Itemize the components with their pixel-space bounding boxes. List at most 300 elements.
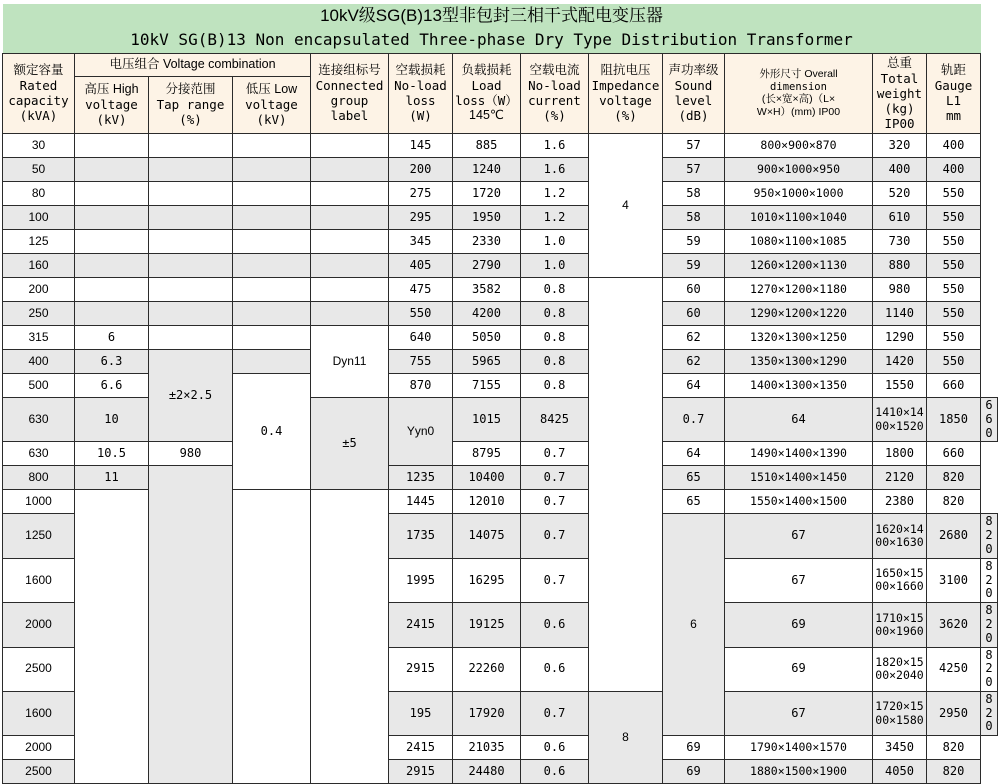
cell-load-loss: 4200 bbox=[453, 301, 521, 325]
header-overall-dimension-l3: (长×宽×高)（L× bbox=[761, 93, 836, 106]
cell-hv: 10.5 bbox=[75, 442, 149, 466]
spec-table bbox=[2, 4, 998, 784]
cell-group-blank bbox=[149, 466, 233, 784]
cell-no-load-current: 0.6 bbox=[521, 603, 589, 647]
cell-no-load-current: 0.8 bbox=[521, 349, 589, 373]
header-hv-voltage bbox=[75, 76, 149, 133]
cell-load-loss: 1240 bbox=[453, 157, 521, 181]
table-row bbox=[3, 133, 998, 157]
cell-no-load-current: 0.7 bbox=[521, 514, 589, 558]
page-title-cn: 10kV级SG(B)13型非包封三相干式配电变压器 bbox=[3, 4, 981, 29]
cell-lv-blank bbox=[311, 490, 389, 784]
header-rated-capacity-l1: 额定容量 bbox=[13, 63, 64, 78]
cell-sound: 67 bbox=[725, 514, 873, 558]
cell-no-load-current: 0.6 bbox=[521, 647, 589, 691]
header-voltage-combination: 电压组合 Voltage combination bbox=[75, 53, 311, 76]
cell-gauge: 820 bbox=[981, 514, 998, 558]
cell-weight: 320 bbox=[873, 133, 927, 157]
cell-dimension: 1490×1400×1390 bbox=[725, 442, 873, 466]
header-sound-level bbox=[663, 53, 725, 133]
table-row bbox=[3, 301, 998, 325]
cell-no-load-current: 0.8 bbox=[521, 325, 589, 349]
cell-gauge: 550 bbox=[927, 205, 981, 229]
cell-group-blank bbox=[311, 181, 389, 205]
cell-no-load-loss: 200 bbox=[389, 157, 453, 181]
cell-weight: 4050 bbox=[873, 760, 927, 784]
cell-gauge: 820 bbox=[981, 603, 998, 647]
cell-dimension: 1010×1100×1040 bbox=[725, 205, 873, 229]
cell-gauge: 550 bbox=[927, 277, 981, 301]
header-no-load-loss-l4: (W) bbox=[409, 108, 432, 124]
cell-load-loss: 21035 bbox=[453, 736, 521, 760]
cell-gauge: 660 bbox=[927, 442, 981, 466]
cell-load-loss: 17920 bbox=[453, 691, 521, 735]
cell-weight: 1800 bbox=[873, 442, 927, 466]
cell-no-load-loss: 1235 bbox=[389, 466, 453, 490]
cell-lv-blank bbox=[233, 181, 311, 205]
cell-group-blank bbox=[311, 277, 389, 301]
header-load-loss-l3: loss（W） bbox=[455, 93, 518, 109]
table-row bbox=[3, 229, 998, 253]
cell-capacity: 2000 bbox=[3, 603, 75, 647]
header-total-weight-l2: Total bbox=[880, 70, 919, 86]
header-group-label bbox=[311, 53, 389, 133]
cell-hv: 10 bbox=[75, 397, 149, 441]
cell-dimension: 1350×1300×1290 bbox=[725, 349, 873, 373]
cell-gauge: 820 bbox=[927, 760, 981, 784]
cell-hv-blank bbox=[75, 490, 149, 784]
cell-dimension: 1790×1400×1570 bbox=[725, 736, 873, 760]
cell-dimension: 1320×1300×1250 bbox=[725, 325, 873, 349]
cell-weight: 2680 bbox=[927, 514, 981, 558]
cell-lv-blank bbox=[233, 205, 311, 229]
cell-load-loss: 14075 bbox=[453, 514, 521, 558]
header-sound-level-l4: (dB) bbox=[678, 108, 709, 124]
cell-tap: ±2×2.5 bbox=[149, 349, 233, 441]
page-title-en: 10kV SG(B)13 Non encapsulated Three-phase Dry Type Distribution Transformer bbox=[3, 29, 981, 54]
header-no-load-current bbox=[521, 53, 589, 133]
cell-gauge: 820 bbox=[981, 647, 998, 691]
cell-lv-blank bbox=[233, 301, 311, 325]
cell-no-load-current: 1.0 bbox=[521, 253, 589, 277]
header-lv-voltage bbox=[233, 76, 311, 133]
header-group-label-l4: label bbox=[330, 108, 369, 124]
header-rated-capacity-l4: (kVA) bbox=[19, 108, 58, 124]
header-tap-l1: 分接范围 bbox=[165, 82, 216, 97]
cell-gauge: 550 bbox=[927, 181, 981, 205]
cell-no-load-loss: 640 bbox=[389, 325, 453, 349]
cell-no-load-loss: 870 bbox=[389, 373, 453, 397]
cell-load-loss: 2330 bbox=[453, 229, 521, 253]
cell-lv-blank bbox=[233, 157, 311, 181]
cell-weight: 4250 bbox=[927, 647, 981, 691]
cell-no-load-loss: 145 bbox=[389, 133, 453, 157]
header-overall-dimension-l1: 外形尺寸 Overall bbox=[759, 68, 838, 81]
cell-sound: 58 bbox=[663, 181, 725, 205]
header-lv-l1: 低压 Low bbox=[245, 82, 298, 97]
cell-hv: 6.6 bbox=[75, 373, 149, 397]
cell-weight: 2380 bbox=[873, 490, 927, 514]
header-impedance-voltage-l3: voltage bbox=[599, 93, 652, 109]
cell-gauge: 820 bbox=[927, 736, 981, 760]
cell-weight: 1420 bbox=[873, 349, 927, 373]
header-overall-dimension-l4: W×H）(mm) IP00 bbox=[756, 106, 841, 119]
header-no-load-current-l4: (%) bbox=[543, 108, 566, 124]
cell-impedance: 8 bbox=[589, 691, 663, 783]
cell-no-load-loss: 2915 bbox=[389, 760, 453, 784]
cell-weight: 2120 bbox=[873, 466, 927, 490]
cell-hv-blank bbox=[75, 253, 149, 277]
cell-dimension: 800×900×870 bbox=[725, 133, 873, 157]
cell-no-load-loss: 980 bbox=[149, 442, 233, 466]
cell-load-loss: 1950 bbox=[453, 205, 521, 229]
cell-no-load-current: 1.6 bbox=[521, 133, 589, 157]
cell-sound: 69 bbox=[725, 603, 873, 647]
cell-tap-blank bbox=[149, 181, 233, 205]
cell-no-load-loss: 2415 bbox=[389, 603, 453, 647]
cell-no-load-current: 0.7 bbox=[521, 558, 589, 602]
cell-no-load-loss: 2915 bbox=[389, 647, 453, 691]
header-impedance-voltage bbox=[589, 53, 663, 133]
header-no-load-loss-l1: 空载损耗 bbox=[395, 63, 446, 78]
cell-tap-blank bbox=[149, 325, 233, 349]
cell-weight: 730 bbox=[873, 229, 927, 253]
cell-gauge: 820 bbox=[927, 466, 981, 490]
cell-no-load-loss: 2415 bbox=[389, 736, 453, 760]
cell-gauge: 820 bbox=[927, 490, 981, 514]
cell-dimension: 1620×1400×1630 bbox=[873, 514, 927, 558]
cell-load-loss: 885 bbox=[453, 133, 521, 157]
cell-capacity: 200 bbox=[3, 277, 75, 301]
cell-gauge: 820 bbox=[981, 691, 998, 735]
cell-tap-blank bbox=[149, 157, 233, 181]
cell-load-loss: 8795 bbox=[453, 442, 521, 466]
cell-tap-blank bbox=[149, 205, 233, 229]
table-row bbox=[3, 277, 998, 301]
cell-group-blank bbox=[311, 301, 389, 325]
cell-no-load-loss: 275 bbox=[389, 181, 453, 205]
cell-dimension: 1720×1500×1580 bbox=[873, 691, 927, 735]
cell-capacity: 500 bbox=[3, 373, 75, 397]
table-row bbox=[3, 349, 998, 373]
cell-weight: 520 bbox=[873, 181, 927, 205]
header-total-weight-l4: (kg) bbox=[884, 100, 915, 116]
cell-sound: 57 bbox=[663, 157, 725, 181]
header-gauge-l2: Gauge bbox=[934, 78, 973, 94]
cell-dimension: 1290×1200×1220 bbox=[725, 301, 873, 325]
header-load-loss-l4: 145℃ bbox=[469, 108, 504, 123]
cell-weight: 1290 bbox=[873, 325, 927, 349]
header-group-label-l1: 连接组标号 bbox=[318, 63, 381, 78]
cell-capacity: 125 bbox=[3, 229, 75, 253]
header-lv-l3: (kV) bbox=[256, 112, 287, 128]
cell-sound: 69 bbox=[725, 647, 873, 691]
cell-sound: 60 bbox=[663, 277, 725, 301]
cell-dimension: 1880×1500×1900 bbox=[725, 760, 873, 784]
cell-tap-blank bbox=[149, 253, 233, 277]
cell-load-loss: 16295 bbox=[453, 558, 521, 602]
cell-tap-blank bbox=[149, 229, 233, 253]
header-total-weight-l1: 总重 bbox=[886, 55, 912, 70]
cell-dimension: 1710×1500×1960 bbox=[873, 603, 927, 647]
cell-sound: 59 bbox=[663, 229, 725, 253]
cell-sound: 64 bbox=[725, 397, 873, 441]
header-impedance-voltage-l1: 阻抗电压 bbox=[600, 63, 651, 78]
cell-capacity: 80 bbox=[3, 181, 75, 205]
cell-sound: 67 bbox=[725, 558, 873, 602]
cell-load-loss: 19125 bbox=[453, 603, 521, 647]
cell-sound: 62 bbox=[663, 325, 725, 349]
cell-tap-blank bbox=[149, 277, 233, 301]
cell-weight: 400 bbox=[873, 157, 927, 181]
header-load-loss-l1: 负载损耗 bbox=[461, 63, 512, 78]
cell-no-load-loss: 405 bbox=[389, 253, 453, 277]
header-impedance-voltage-l2: Impedance bbox=[591, 78, 660, 94]
cell-weight: 3620 bbox=[927, 603, 981, 647]
cell-no-load-current: 0.7 bbox=[663, 397, 725, 441]
header-lv-l2: voltage bbox=[245, 97, 298, 113]
cell-no-load-current: 0.7 bbox=[521, 490, 589, 514]
header-hv-l1: 高压 High bbox=[84, 82, 139, 97]
cell-lv-blank bbox=[233, 277, 311, 301]
cell-capacity: 315 bbox=[3, 325, 75, 349]
cell-no-load-current: 1.2 bbox=[521, 205, 589, 229]
title-row-cn bbox=[3, 4, 998, 29]
cell-group-blank bbox=[311, 133, 389, 157]
header-hv-l2: voltage bbox=[85, 97, 138, 113]
cell-load-loss: 24480 bbox=[453, 760, 521, 784]
cell-load-loss: 5965 bbox=[453, 349, 521, 373]
cell-load-loss: 3582 bbox=[453, 277, 521, 301]
cell-capacity: 30 bbox=[3, 133, 75, 157]
cell-group-blank bbox=[311, 157, 389, 181]
cell-capacity: 2500 bbox=[3, 760, 75, 784]
header-no-load-loss-l2: No-load bbox=[394, 78, 447, 94]
cell-dimension: 1510×1400×1450 bbox=[725, 466, 873, 490]
cell-no-load-loss: 1015 bbox=[453, 397, 521, 441]
cell-hv-blank bbox=[75, 229, 149, 253]
cell-gauge: 660 bbox=[981, 397, 998, 441]
cell-load-loss: 22260 bbox=[453, 647, 521, 691]
cell-sound: 59 bbox=[663, 253, 725, 277]
cell-hv-blank bbox=[75, 205, 149, 229]
cell-lv-blank bbox=[233, 229, 311, 253]
cell-tap-blank bbox=[149, 301, 233, 325]
cell-dimension: 1080×1100×1085 bbox=[725, 229, 873, 253]
table-row bbox=[3, 253, 998, 277]
cell-sound: 60 bbox=[663, 301, 725, 325]
cell-weight: 1850 bbox=[927, 397, 981, 441]
cell-gauge: 400 bbox=[927, 133, 981, 157]
cell-no-load-loss: 345 bbox=[389, 229, 453, 253]
cell-dimension: 1260×1200×1130 bbox=[725, 253, 873, 277]
cell-load-loss: 10400 bbox=[453, 466, 521, 490]
header-hv-l3: (kV) bbox=[96, 112, 127, 128]
cell-capacity: 1600 bbox=[3, 691, 75, 735]
header-no-load-current-l2: No-load bbox=[528, 78, 581, 94]
cell-group-blank bbox=[311, 205, 389, 229]
cell-impedance: 6 bbox=[663, 514, 725, 736]
cell-load-loss: 2790 bbox=[453, 253, 521, 277]
table-body bbox=[3, 133, 998, 783]
cell-no-load-current: 0.8 bbox=[521, 373, 589, 397]
cell-no-load-current: 0.6 bbox=[521, 760, 589, 784]
header-total-weight-l3: weight bbox=[876, 85, 923, 101]
header-no-load-loss-l3: loss bbox=[405, 93, 436, 109]
cell-load-loss: 12010 bbox=[453, 490, 521, 514]
cell-dimension: 1650×1500×1660 bbox=[873, 558, 927, 602]
cell-weight: 980 bbox=[873, 277, 927, 301]
table-row bbox=[3, 205, 998, 229]
table-row bbox=[3, 181, 998, 205]
cell-capacity: 800 bbox=[3, 466, 75, 490]
cell-lv-blank bbox=[233, 133, 311, 157]
cell-capacity: 2000 bbox=[3, 736, 75, 760]
cell-sound: 67 bbox=[725, 691, 873, 735]
cell-dimension: 1270×1200×1180 bbox=[725, 277, 873, 301]
cell-weight: 1550 bbox=[873, 373, 927, 397]
cell-dimension: 1550×1400×1500 bbox=[725, 490, 873, 514]
cell-no-load-current: 1.6 bbox=[521, 157, 589, 181]
cell-sound: 69 bbox=[663, 760, 725, 784]
cell-dimension: 900×1000×950 bbox=[725, 157, 873, 181]
cell-lv-blank bbox=[233, 253, 311, 277]
cell-capacity: 630 bbox=[3, 397, 75, 441]
cell-capacity: 1600 bbox=[3, 558, 75, 602]
header-gauge-l1: 轨距 bbox=[941, 63, 967, 78]
cell-weight: 610 bbox=[873, 205, 927, 229]
cell-tap: ±5 bbox=[311, 397, 389, 489]
header-row-1 bbox=[3, 53, 998, 76]
cell-hv-blank bbox=[75, 277, 149, 301]
header-gauge-l3: L1 bbox=[945, 93, 962, 109]
cell-impedance-blank bbox=[589, 277, 663, 691]
cell-capacity: 2500 bbox=[3, 647, 75, 691]
cell-weight: 1140 bbox=[873, 301, 927, 325]
cell-hv: 11 bbox=[75, 466, 149, 490]
cell-no-load-current: 1.2 bbox=[521, 181, 589, 205]
cell-no-load-current: 0.8 bbox=[521, 301, 589, 325]
cell-capacity: 50 bbox=[3, 157, 75, 181]
header-rated-capacity-l3: capacity bbox=[8, 93, 69, 109]
header-tap-range bbox=[149, 76, 233, 133]
cell-load-loss: 5050 bbox=[453, 325, 521, 349]
cell-sound: 64 bbox=[663, 442, 725, 466]
cell-capacity: 250 bbox=[3, 301, 75, 325]
cell-weight: 3450 bbox=[873, 736, 927, 760]
header-gauge-l4: mm bbox=[945, 108, 962, 124]
cell-no-load-current: 0.7 bbox=[521, 691, 589, 735]
header-rated-capacity bbox=[3, 53, 75, 133]
cell-capacity: 1250 bbox=[3, 514, 75, 558]
cell-dimension: 950×1000×1000 bbox=[725, 181, 873, 205]
header-tap-l3: (%) bbox=[179, 112, 202, 128]
table-head bbox=[3, 4, 998, 133]
cell-hv-blank bbox=[75, 301, 149, 325]
cell-sound: 62 bbox=[663, 349, 725, 373]
cell-capacity: 400 bbox=[3, 349, 75, 373]
cell-gauge: 550 bbox=[927, 325, 981, 349]
table-row bbox=[3, 466, 998, 490]
cell-weight: 880 bbox=[873, 253, 927, 277]
cell-impedance: 4 bbox=[589, 133, 663, 277]
table-row bbox=[3, 442, 998, 466]
cell-sound: 57 bbox=[663, 133, 725, 157]
cell-no-load-loss: 475 bbox=[389, 277, 453, 301]
cell-no-load-current: 0.7 bbox=[521, 442, 589, 466]
cell-hv-blank bbox=[75, 181, 149, 205]
header-group-label-l2: Connected bbox=[315, 78, 384, 94]
header-rated-capacity-l2: Rated bbox=[19, 78, 58, 94]
header-overall-dimension bbox=[725, 53, 873, 133]
header-total-weight bbox=[873, 53, 927, 133]
cell-sound: 58 bbox=[663, 205, 725, 229]
cell-no-load-current: 1.0 bbox=[521, 229, 589, 253]
cell-lv-blank bbox=[233, 349, 311, 373]
cell-capacity: 1000 bbox=[3, 490, 75, 514]
header-sound-level-l1: 声功率级 bbox=[668, 63, 719, 78]
cell-no-load-loss: 1735 bbox=[389, 514, 453, 558]
cell-gauge: 660 bbox=[927, 373, 981, 397]
cell-no-load-loss: 1445 bbox=[389, 490, 453, 514]
cell-hv: 6 bbox=[75, 325, 149, 349]
cell-no-load-loss: 295 bbox=[389, 205, 453, 229]
cell-gauge: 550 bbox=[927, 229, 981, 253]
header-tap-l2: Tap range bbox=[156, 97, 225, 113]
cell-tap-blank bbox=[149, 133, 233, 157]
cell-tap-blank bbox=[233, 490, 311, 784]
header-gauge bbox=[927, 53, 981, 133]
header-overall-dimension-l2: dimension bbox=[770, 80, 827, 93]
title-row-en bbox=[3, 29, 998, 54]
cell-gauge: 400 bbox=[927, 157, 981, 181]
header-no-load-loss bbox=[389, 53, 453, 133]
cell-no-load-current: 0.8 bbox=[521, 277, 589, 301]
cell-group: Yyn0 bbox=[389, 397, 453, 465]
header-load-loss-l2: Load bbox=[471, 78, 502, 94]
cell-sound: 65 bbox=[663, 490, 725, 514]
cell-sound: 64 bbox=[663, 373, 725, 397]
cell-group-blank bbox=[311, 253, 389, 277]
cell-lv-blank bbox=[233, 325, 311, 349]
header-impedance-voltage-l4: (%) bbox=[614, 108, 637, 124]
cell-group-blank bbox=[311, 229, 389, 253]
header-no-load-current-l3: current bbox=[528, 93, 581, 109]
cell-no-load-loss: 1995 bbox=[389, 558, 453, 602]
cell-load-loss: 8425 bbox=[521, 397, 589, 441]
cell-capacity: 160 bbox=[3, 253, 75, 277]
cell-no-load-loss: 755 bbox=[389, 349, 453, 373]
cell-no-load-loss: 550 bbox=[389, 301, 453, 325]
cell-weight: 3100 bbox=[927, 558, 981, 602]
table-row bbox=[3, 325, 998, 349]
cell-dimension: 1820×1500×2040 bbox=[873, 647, 927, 691]
cell-group: Dyn11 bbox=[311, 325, 389, 397]
cell-gauge: 550 bbox=[927, 253, 981, 277]
header-load-loss bbox=[453, 53, 521, 133]
cell-gauge: 550 bbox=[927, 301, 981, 325]
cell-no-load-current: 0.6 bbox=[521, 736, 589, 760]
cell-load-loss: 1720 bbox=[453, 181, 521, 205]
cell-no-load-current: 0.7 bbox=[521, 466, 589, 490]
cell-no-load-loss: 195 bbox=[389, 691, 453, 735]
cell-capacity: 100 bbox=[3, 205, 75, 229]
cell-sound: 65 bbox=[663, 466, 725, 490]
cell-weight: 2950 bbox=[927, 691, 981, 735]
header-sound-level-l3: level bbox=[674, 93, 713, 109]
header-sound-level-l2: Sound bbox=[674, 78, 713, 94]
cell-gauge: 550 bbox=[927, 349, 981, 373]
